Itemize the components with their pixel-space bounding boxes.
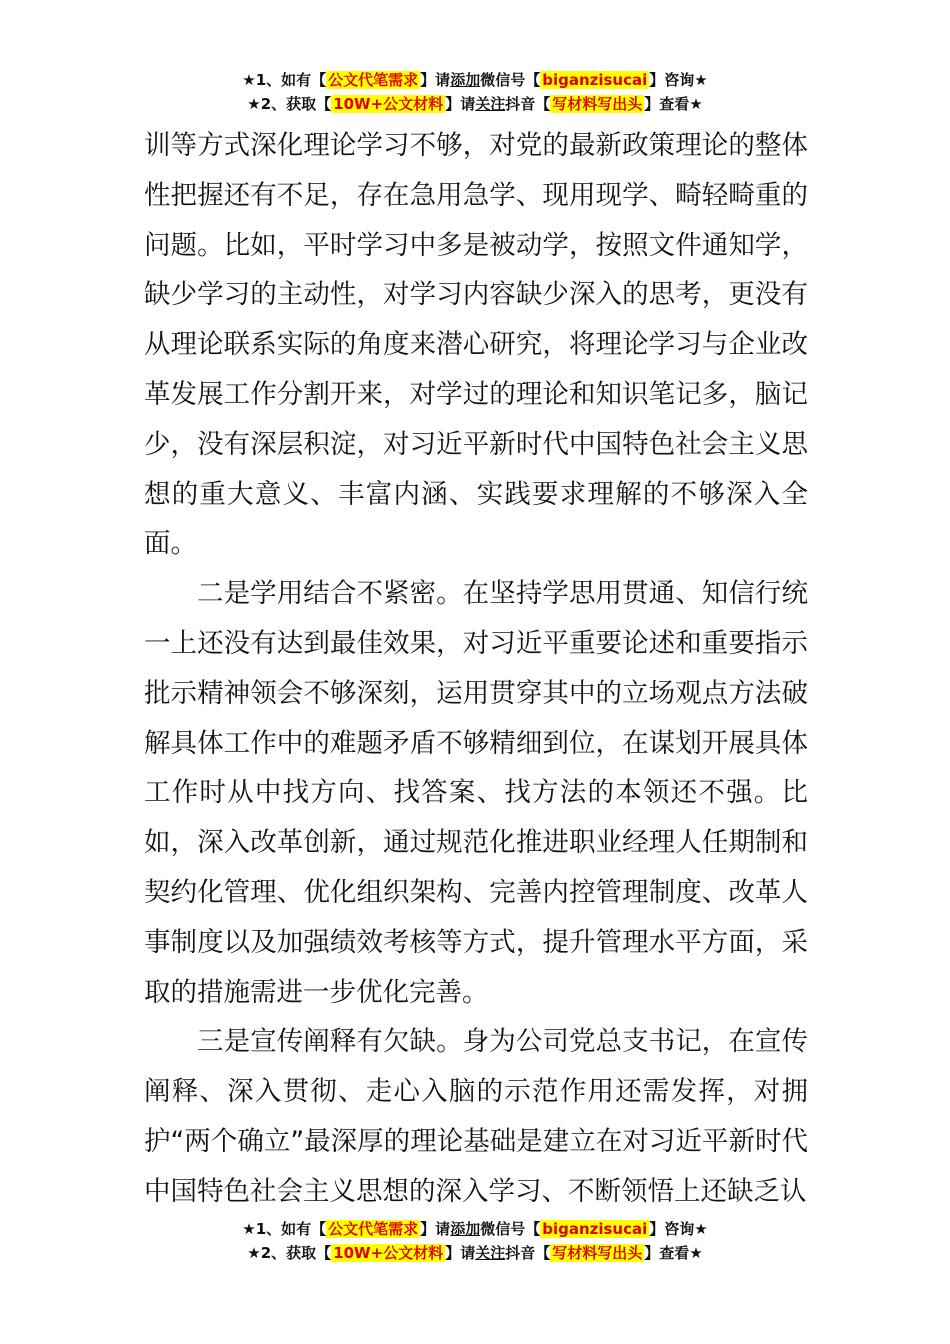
- banner-text: 】咨询★: [649, 71, 708, 89]
- banner-text: 】请: [445, 95, 476, 113]
- paragraph: 训等方式深化理论学习不够，对党的最新政策理论的整体性把握还有不足，存在急用急学、现用现学、畸轻畸重的问题。比如，平时学习中多是被动学，按照文件通知学，缺少学习的主动性，对学习内容缺少深入的思考，更没有从理论联系实际的角度来潜心研究，将理论学习与企业改革发展工作分割开来，对学过的理论和知识笔记多，脑记少，没有深层积淀，对习近平新时代中国特色社会主义思想的重大意义、丰富内涵、实践要求理解的不够深入全面。: [144, 130, 808, 560]
- paragraph: 三是宣传阐释有欠缺。身为公司党总支书记，在宣传阐释、深入贯彻、走心入脑的示范作用还需发挥，对拥护“两个确立”最深厚的理论基础是建立在对习近平新时代中国特色社会主义思想的深入学习、不断领悟上还缺乏认: [144, 1026, 808, 1207]
- banner-text: 微信号【: [480, 1220, 541, 1238]
- banner-line-2: [0, 1241, 950, 1265]
- banner-text: 】请: [445, 1244, 476, 1262]
- banner-highlight: 10W+公文材料: [333, 1244, 444, 1262]
- banner-text: ★1、如有【: [242, 1220, 327, 1238]
- banner-text: 】请: [420, 71, 451, 89]
- banner-text: ★2、获取【: [247, 1244, 332, 1262]
- banner-text: ★1、如有【: [242, 71, 327, 89]
- banner-emphasis: 关注: [475, 95, 506, 113]
- banner-highlight: 公文代笔需求: [328, 71, 419, 89]
- banner-text: 】查看★: [644, 95, 703, 113]
- paragraph: 二是学用结合不紧密。在坚持学思用贯通、知信行统一上还没有达到最佳效果，对习近平重要论述和重要指示批示精神领会不够深刻，运用贯穿其中的立场观点方法破解具体工作中的难题矛盾不够精细到位，在谋划开展具体工作时从中找方向、找答案、找方法的本领还不强。比如，深入改革创新，通过规范化推进职业经理人任期制和契约化管理、优化组织架构、完善内控管理制度、改革人事制度以及加强绩效考核等方式，提升管理水平方面，采取的措施需进一步优化完善。: [144, 578, 808, 1008]
- banner-emphasis: 关注: [475, 1244, 506, 1262]
- banner-highlight: 公文代笔需求: [328, 1220, 419, 1238]
- banner-emphasis: 添加: [450, 71, 481, 89]
- banner-line-1: [0, 1217, 950, 1241]
- banner-wechat-id: biganzisucai: [542, 1220, 648, 1238]
- banner-douyin-id: 写材料写出头: [552, 95, 643, 113]
- banner-text: 】查看★: [644, 1244, 703, 1262]
- banner-line-2: [0, 92, 950, 116]
- banner-text: 】咨询★: [649, 1220, 708, 1238]
- banner-emphasis: 添加: [450, 1220, 481, 1238]
- banner-text: 】请: [420, 1220, 451, 1238]
- banner-line-1: [0, 68, 950, 92]
- banner-text: ★2、获取【: [247, 95, 332, 113]
- banner-douyin-id: 写材料写出头: [552, 1244, 643, 1262]
- footer-banner: [0, 1217, 950, 1265]
- banner-wechat-id: biganzisucai: [542, 71, 648, 89]
- banner-highlight: 10W+公文材料: [333, 95, 444, 113]
- document-body: [144, 121, 808, 1217]
- banner-text: 微信号【: [480, 71, 541, 89]
- header-banner: [0, 68, 950, 116]
- banner-text: 抖音【: [505, 95, 551, 113]
- banner-text: 抖音【: [505, 1244, 551, 1262]
